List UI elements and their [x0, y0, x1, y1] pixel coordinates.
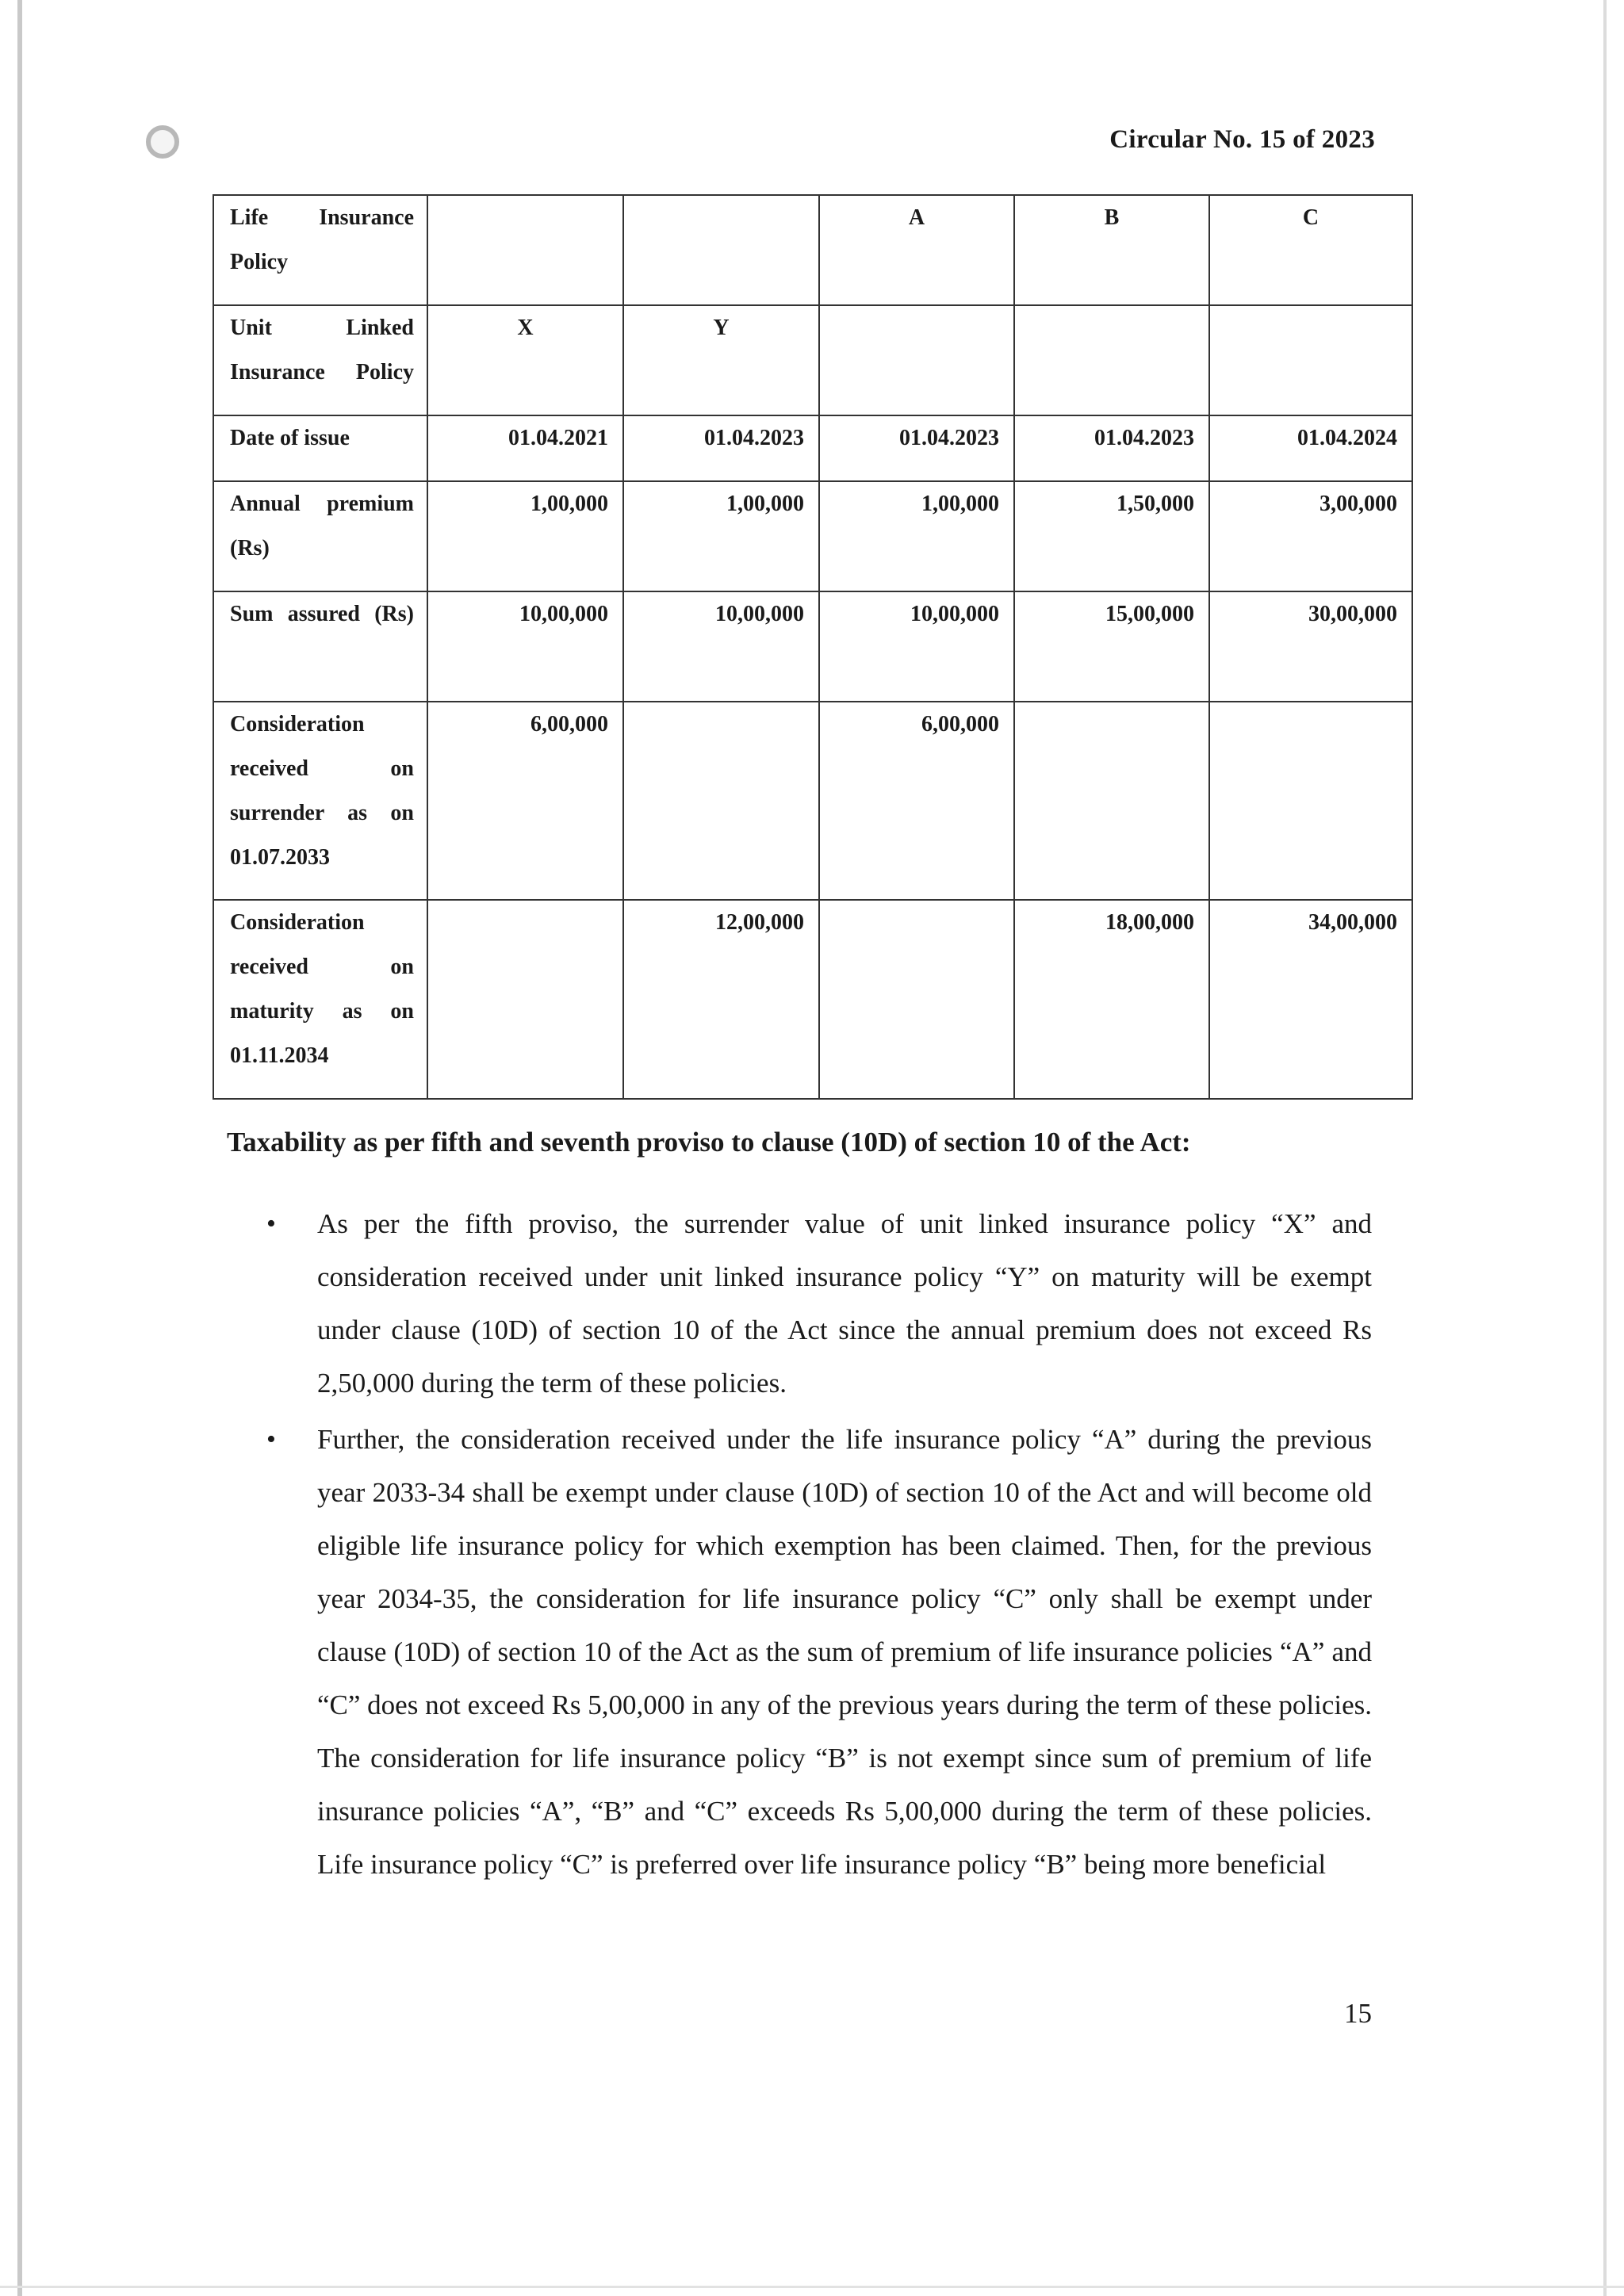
table-cell — [427, 900, 623, 1099]
table-cell: A — [819, 195, 1014, 305]
page-edge-left — [17, 0, 22, 2296]
table-cell: 1,50,000 — [1014, 481, 1209, 591]
row-label: Date of issue — [213, 415, 427, 481]
table-cell — [427, 195, 623, 305]
page-number: 15 — [1344, 1998, 1372, 2029]
table-cell: 01.04.2024 — [1209, 415, 1412, 481]
list-item: • Further, the consideration received under the life insurance policy “A” during the previous year 2033-34 shall be exempt under clause (10D) of section 10 of the Act and will become old eligible life insurance policy for which exemption has been claimed. Then, for the previous year 2034-35, the consideration for life insurance policy “C” only shall be exempt under clause (10D) of section 10 of the Act as the sum of premium of life insurance policies “A” and “C” does not exceed Rs 5,00,000 in any of the previous years during the term of these policies. The consideration for life insurance policy “B” is not exempt since sum of premium of life insurance policies “A”, “B” and “C” exceeds Rs 5,00,000 during the term of these policies. Life insurance policy “C” is preferred over life insurance policy “B” being more beneficial — [266, 1413, 1372, 1891]
table-cell: 3,00,000 — [1209, 481, 1412, 591]
table-row — [213, 195, 1412, 305]
bullet-list — [266, 1197, 1372, 1891]
row-label: Consideration received on maturity as on 01.11.2034 — [213, 900, 427, 1099]
row-label: Life Insurance Policy — [213, 195, 427, 305]
table-row — [213, 481, 1412, 591]
table-cell: 12,00,000 — [623, 900, 819, 1099]
row-label: Unit Linked Insurance Policy — [213, 305, 427, 415]
table-row — [213, 591, 1412, 702]
table-row — [213, 415, 1412, 481]
table-row — [213, 900, 1412, 1099]
table-cell — [1014, 702, 1209, 900]
table-cell: 01.04.2021 — [427, 415, 623, 481]
row-label: Annual premium (Rs) — [213, 481, 427, 591]
punch-hole-icon — [146, 125, 179, 159]
page-edge-bottom — [0, 2286, 1624, 2288]
table-cell: X — [427, 305, 623, 415]
page-edge-right — [1603, 0, 1607, 2296]
table-cell: Y — [623, 305, 819, 415]
policy-table — [213, 194, 1413, 1100]
list-item: • As per the fifth proviso, the surrender value of unit linked insurance policy “X” and consideration received under unit linked insurance policy “Y” on maturity will be exempt under clause (10D) of section 10 of the Act since the annual premium does not exceed Rs 2,50,000 during the term of these policies. — [266, 1197, 1372, 1410]
table-cell — [1209, 702, 1412, 900]
table-cell — [819, 305, 1014, 415]
table-cell: 10,00,000 — [623, 591, 819, 702]
table-row — [213, 305, 1412, 415]
table-cell — [623, 702, 819, 900]
table-cell: B — [1014, 195, 1209, 305]
table-cell: 10,00,000 — [819, 591, 1014, 702]
table-cell — [819, 900, 1014, 1099]
table-cell: 1,00,000 — [427, 481, 623, 591]
table-cell: 01.04.2023 — [623, 415, 819, 481]
table-cell — [1014, 305, 1209, 415]
table-cell: 30,00,000 — [1209, 591, 1412, 702]
row-label: Consideration received on surrender as on 01.07.2033 — [213, 702, 427, 900]
table-row — [213, 702, 1412, 900]
circular-number: Circular No. 15 of 2023 — [1109, 125, 1375, 154]
table-cell — [1209, 305, 1412, 415]
table-cell: C — [1209, 195, 1412, 305]
table-cell: 6,00,000 — [819, 702, 1014, 900]
table-cell — [623, 195, 819, 305]
table-cell: 18,00,000 — [1014, 900, 1209, 1099]
table-cell: 15,00,000 — [1014, 591, 1209, 702]
table-cell: 01.04.2023 — [819, 415, 1014, 481]
row-label: Sum assured (Rs) — [213, 591, 427, 702]
table-cell: 10,00,000 — [427, 591, 623, 702]
table-cell: 1,00,000 — [623, 481, 819, 591]
table-cell: 34,00,000 — [1209, 900, 1412, 1099]
section-title: Taxability as per fifth and seventh proviso to clause (10D) of section 10 of the Act: — [227, 1127, 1191, 1158]
table-cell: 01.04.2023 — [1014, 415, 1209, 481]
table-cell: 1,00,000 — [819, 481, 1014, 591]
table-cell: 6,00,000 — [427, 702, 623, 900]
